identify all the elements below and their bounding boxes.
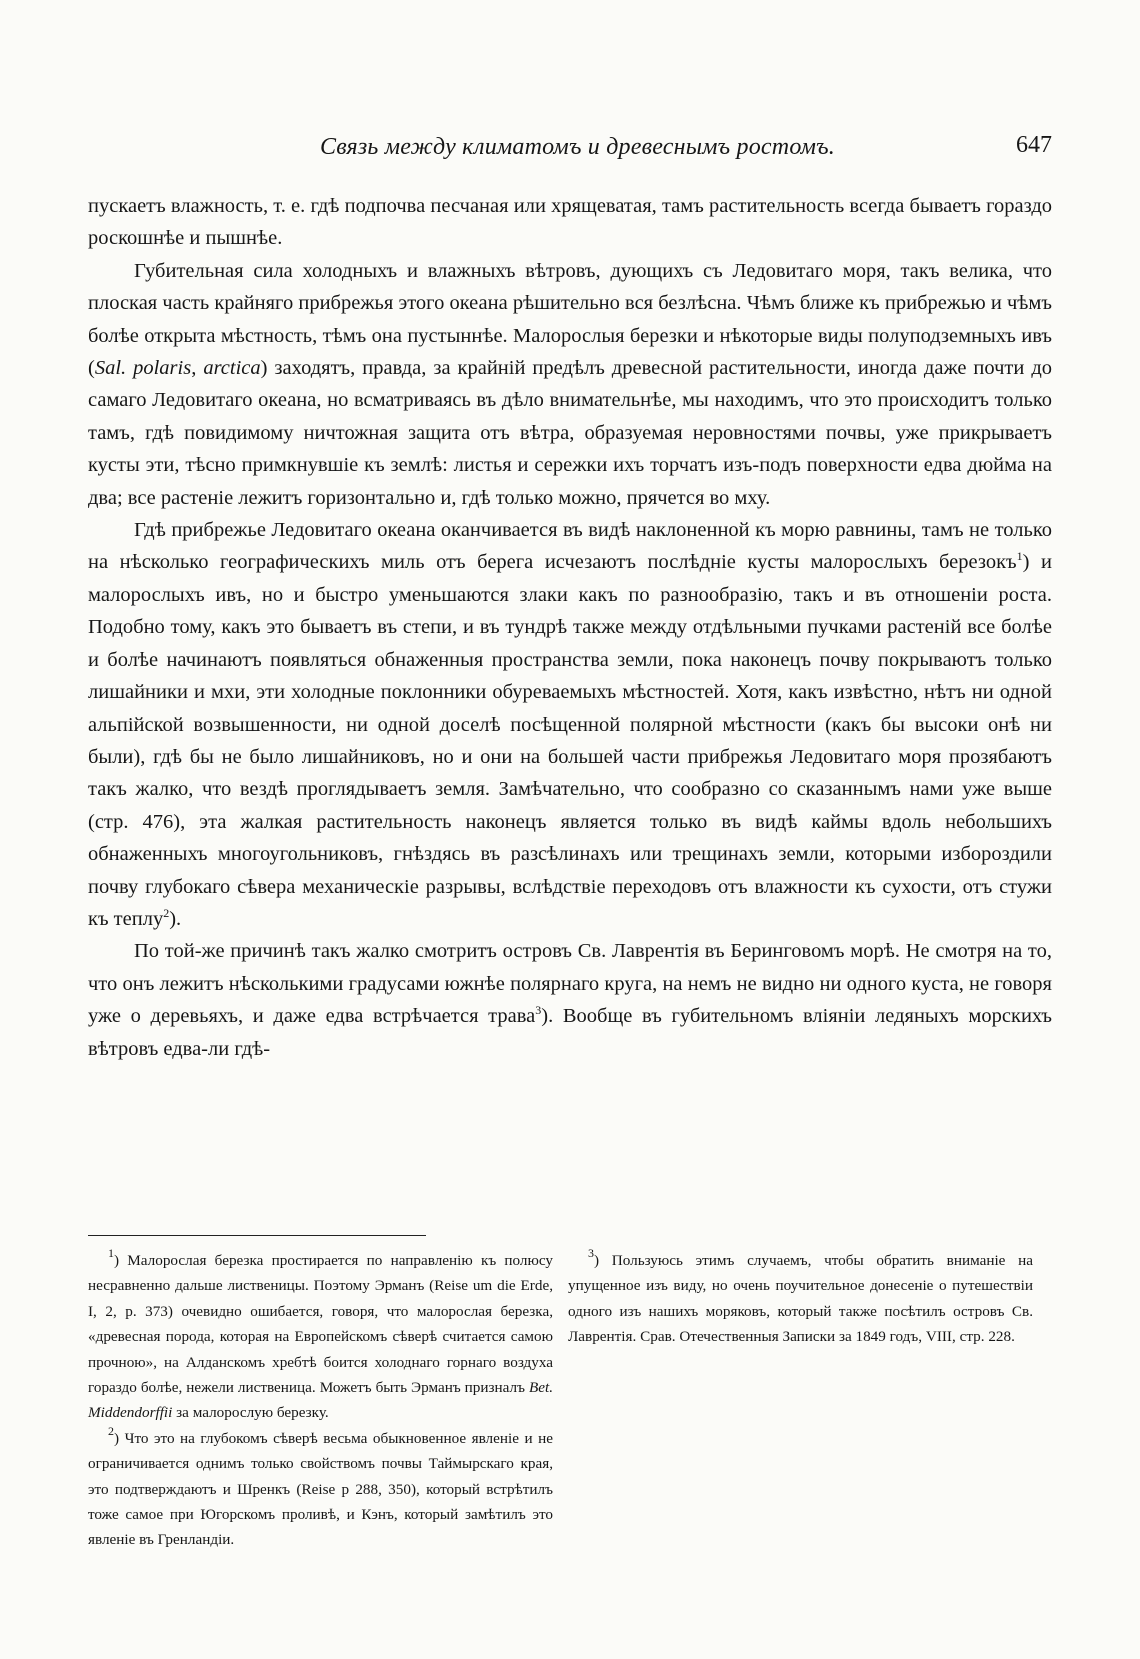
- footnote-3: $^3$) Пользуюсь этимъ случаемъ, чтобы обратить вниманіе на упущенное изъ виду, но очень поучительное донесеніе о путешествіи одного изъ нашихъ моряковъ, который также посѣтилъ островъ Св. Лаврентія. Срав. Отечественныя Записки за 1849 годъ, VIII, стр. 228.: [568, 1246, 1033, 1346]
- paragraph-4: По той-же причинѣ такъ жалко смотритъ островъ Св. Лаврентія въ Беринговомъ морѣ. Не смотря на то, что онъ лежитъ нѣсколькими градусами южнѣе полярнаго круга, на немъ не видно ни одного куста, не говоря уже о деревьяхъ, и даже едва встрѣчается трава$^3$). Вообще въ губительномъ вліяніи ледяныхъ морскихъ вѣтровъ едва-ли гдѣ-: [88, 940, 1052, 1060]
- latin-species-name: Bet. Middendorffii: [88, 1379, 553, 1422]
- footnote-rule: [88, 1235, 426, 1236]
- page-number: 647: [1016, 132, 1052, 158]
- latin-species-name: arctica: [203, 357, 261, 380]
- latin-species-name: Sal. polaris: [94, 357, 192, 380]
- running-title: Связь между климатомъ и древеснымъ ростомъ.: [320, 134, 835, 160]
- main-text: [88, 190, 1052, 1065]
- running-head: [92, 134, 1052, 168]
- footnote-2: $^2$) Что это на глубокомъ сѣверѣ весьма обыкновенное явленіе и не ограничивается однимъ только свойствомъ почвы Таймырскаго края, это подтверждаютъ и Шренкъ (Reise p 288, 350), который встрѣтилъ тоже самое при Югорскомъ проливѣ, и Кэнъ, который замѣтилъ это явленіе въ Гренландіи.: [88, 1423, 553, 1549]
- footnote-ref[interactable]: 3: [535, 1003, 542, 1018]
- footnote-column-left: [88, 1248, 553, 1553]
- footnote-ref[interactable]: 1: [1016, 549, 1023, 564]
- paragraph-3: Гдѣ прибрежье Ледовитаго океана оканчивается въ видѣ наклоненной къ морю равнины, тамъ не только на нѣсколько географическихъ миль отъ берега исчезаютъ послѣдніе кусты малорослыхъ березокъ$^1$) и малорослыхъ ивъ, но и быстро уменьшаются злаки какъ по разнообразію, такъ и въ отношеніи роста. Подобно тому, какъ это бываетъ въ степи, и въ тундрѣ также между отдѣльными пучками растеній все болѣе и болѣе начинаютъ появляться обнаженныя пространства земли, пока наконецъ почву покрываютъ только лишайники и мхи, эти холодные поклонники обуреваемыхъ мѣстностей. Хотя, какъ извѣстно, нѣтъ ни одной альпійской возвышенности, ни одной доселѣ посѣщенной полярной мѣстности (какъ бы высоки онѣ ни были), гдѣ бы не было лишайниковъ, но и они на большей части прибрежья Ледовитаго моря прозябаютъ такъ жалко, что вездѣ проглядываетъ земля. Замѣчательно, что сообразно со сказаннымъ нами уже выше (стр. 476), эта жалкая растительность наконецъ является только въ видѣ каймы вдоль небольшихъ обнаженныхъ многоугольниковъ, гнѣздясь въ разсѣлинахъ или трещинахъ земли, которыми избороздили почву глубокаго сѣвера механическіе разрывы, вслѣдствіе переходовъ отъ влажности къ сухости, отъ стужи къ теплу$^2$).: [88, 519, 1052, 930]
- footnote-1: $^1$) Малорослая березка простирается по направленію къ полюсу несравненно дальше лиственицы. Поэтому Эрманъ (Reise um die Erde, I, 2, p. 373) очевидно ошибается, говоря, что малорослая березка, «древесная порода, которая на Европейскомъ сѣверѣ считается самою прочною», на Алданскомъ хребтѣ боится холоднаго горнаго воздуха гораздо болѣе, нежели лиственица. Можетъ быть Эрманъ призналъ Bet. Middendorffii за малорослую березку.: [88, 1246, 553, 1422]
- paragraph-2: Губительная сила холодныхъ и влажныхъ вѣтровъ, дующихъ съ Ледовитаго моря, такъ велика, что плоская часть крайняго прибрежья этого океана рѣшительно вся безлѣсна. Чѣмъ ближе къ прибрежью и чѣмъ болѣе открыта мѣстность, тѣмъ она пустыннѣе. Малорослыя березки и нѣкоторые виды полуподземныхъ ивъ (Sal. polaris, arctica) заходятъ, правда, за крайній предѣлъ древесной растительности, иногда даже почти до самаго Ледовитаго океана, но всматриваясь въ дѣло внимательнѣе, мы находимъ, что это происходитъ только тамъ, гдѣ повидимому ничтожная защита отъ вѣтра, образуемая неровностями почвы, уже прикрываетъ кусты эти, тѣсно примкнувшіе къ землѣ: листья и сережки ихъ торчатъ изъ-подъ поверхности едва дюйма на два; все растеніе лежитъ горизонтально и, гдѣ только можно, прячется во мху.: [88, 259, 1052, 509]
- footnote-ref[interactable]: 2: [163, 905, 170, 920]
- footnote-column-right: [568, 1248, 1033, 1350]
- paragraph-1: пускаетъ влажность, т. е. гдѣ подпочва песчаная или хрящеватая, тамъ растительность всегда бываетъ гораздо роскошнѣе и пышнѣе.: [88, 195, 1052, 250]
